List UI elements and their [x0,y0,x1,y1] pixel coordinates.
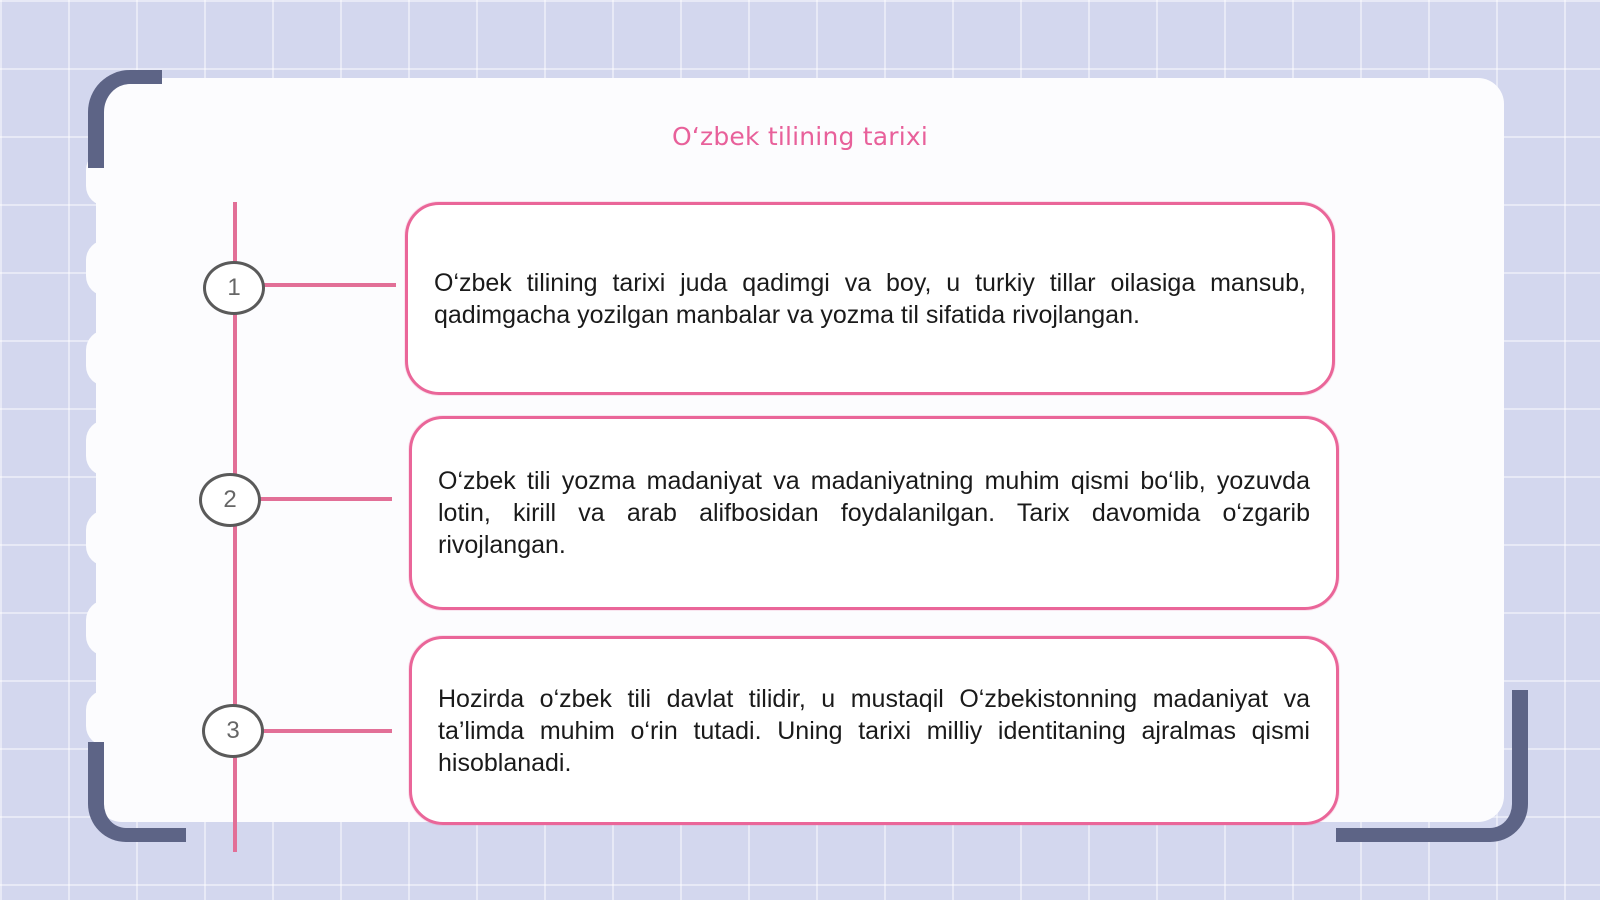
step-2-connector [260,497,392,501]
step-2-text: O‘zbek tili yozma madaniyat va madaniyatning muhim qismi bo‘lib, yozuvda lotin, kirill va arab alifbosidan foydalanilgan. Tarix davomida o‘zgarib rivojlangan. [438,467,1310,559]
step-1-number-badge [203,261,265,315]
step-3-card [409,636,1339,825]
step-1-number: 1 [227,274,241,301]
card-scallop [86,690,126,746]
step-3-number: 3 [226,717,240,744]
frame-corner-bottom-right [1336,690,1528,842]
step-1-card [405,202,1335,395]
step-2-number: 2 [223,486,237,513]
frame-corner-bottom-left [88,742,186,842]
card-scallop [86,420,126,476]
step-3-number-badge [202,704,264,758]
card-scallop [86,510,126,566]
card-scallop [86,330,126,386]
step-3-text: Hozirda o‘zbek tili davlat tilidir, u mustaqil O‘zbekistonning madaniyat va ta’limda muhim o‘rin tutadi. Uning tarixi milliy identitaning ajralmas qismi hisoblanadi. [438,684,1310,777]
page-title: Oʻzbek tilining tarixi [672,122,928,151]
card-scallop [86,600,126,656]
step-3-connector [262,729,392,733]
frame-corner-top-left [88,70,162,168]
step-2-number-badge [199,473,261,527]
step-1-text: O‘zbek tilining tarixi juda qadimgi va boy, u turkiy tillar oilasiga mansub, qadimgacha yozilgan manbalar va yozma til sifatida rivojlangan. [434,268,1306,329]
step-2-card [409,416,1339,610]
card-scallop [86,240,126,296]
step-1-connector [262,283,396,287]
